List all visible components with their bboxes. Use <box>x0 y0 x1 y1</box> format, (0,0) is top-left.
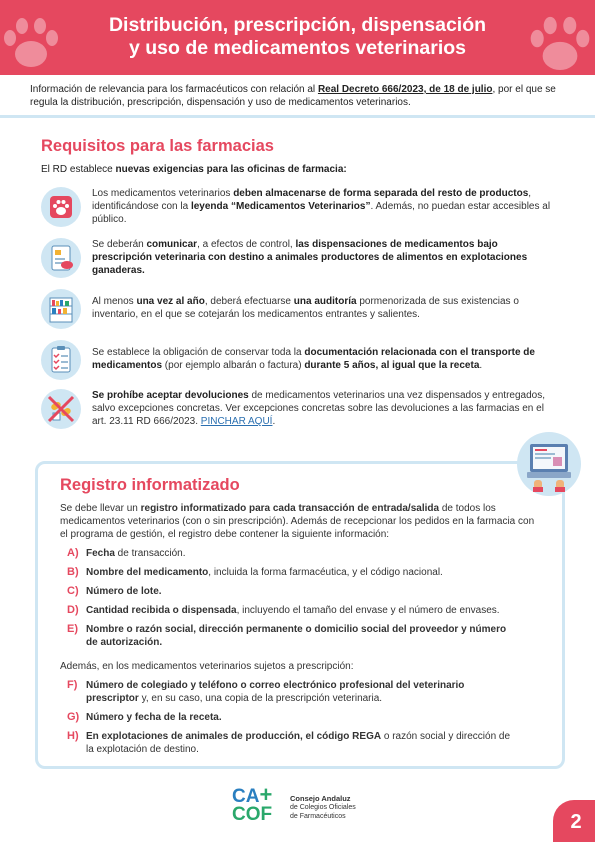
logo-cof: COF <box>232 804 273 825</box>
text-segment: . <box>479 360 483 371</box>
text-segment: , deberá efectuarse <box>204 296 294 307</box>
list-item <box>60 679 540 705</box>
registro-content <box>60 474 540 756</box>
link-suffix: . <box>272 416 276 427</box>
text-segment: y, en su caso, una copia de la prescripción veterinaria. <box>138 693 383 704</box>
bold-text: Se prohíbe aceptar devoluciones <box>92 390 249 401</box>
text-segment: pormenorizada de sus existencias o inventario, en el que se cotejarán los medicamentos entrantes y salientes. <box>92 296 519 320</box>
registro-intro-paragraph <box>60 502 540 541</box>
section-title-requisitos: Requisitos para las farmacias <box>41 137 274 155</box>
requirement-item <box>41 187 561 227</box>
logo-plus: + <box>259 782 273 807</box>
intro-post: , por el que se regula la distribución, prescripción, dispensación y uso de medicamentos veterinarios. <box>30 84 556 108</box>
list-item <box>60 585 540 598</box>
registro-list-1 <box>60 547 540 649</box>
text-segment: Se deberán <box>92 239 147 250</box>
list-item-letter: D) <box>67 604 79 616</box>
list-item-text <box>86 711 516 724</box>
org-name <box>290 794 356 821</box>
bold-text: Nombre del medicamento <box>86 567 209 578</box>
page-number: 2 <box>553 800 595 842</box>
list-item-text <box>86 604 516 617</box>
org-line-1: Consejo Andaluz <box>290 794 351 803</box>
bold-text: Cantidad recibida o dispensada <box>86 605 237 616</box>
list-item-letter: B) <box>67 566 79 578</box>
paw-icon <box>41 187 81 227</box>
registro-list-2 <box>60 679 540 756</box>
bold-text: comunicar <box>146 239 198 250</box>
list-item <box>60 711 540 724</box>
text-segment: , a efectos de control, <box>197 239 296 250</box>
list-item <box>60 547 540 560</box>
text-segment: o razón social y dirección de la explotación de destino. <box>86 731 511 755</box>
requirement-text <box>92 346 557 372</box>
lead-bold: nuevas exigencias para las oficinas de farmacia: <box>115 164 347 175</box>
text-segment: Se establece la obligación de conservar toda la <box>92 347 305 358</box>
section-title-registro: Registro informatizado <box>60 476 240 494</box>
registro-informatizado-box <box>35 461 565 769</box>
lead-pre: El RD establece <box>41 164 116 175</box>
bold-text: las dispensaciones de medicamentos bajo prescripción veterinaria con destino a animales productores de alimentos en explotaciones ganaderas. <box>92 239 528 276</box>
text-segment: , identificándose con la <box>92 188 532 212</box>
list-item-letter: F) <box>67 679 78 691</box>
requirement-item <box>41 340 561 380</box>
list-item-text <box>86 547 516 560</box>
org-line-3: de Farmacéuticos <box>290 813 346 820</box>
bold-text: durante 5 años, al igual que la receta <box>304 360 480 371</box>
text-segment: de transacción. <box>114 548 186 559</box>
page-title <box>0 14 595 60</box>
requirement-text <box>92 389 557 428</box>
list-item-letter: A) <box>67 547 79 559</box>
list-item-letter: G) <box>67 711 80 723</box>
text-segment: Al menos <box>92 296 137 307</box>
shelves-icon <box>41 289 81 329</box>
divider <box>0 115 595 118</box>
bold-text: registro informatizado para cada transacción de entrada/salida <box>140 503 440 514</box>
list-item-text <box>86 730 516 756</box>
bold-text: Número de lote. <box>86 586 162 597</box>
checklist-icon <box>41 340 81 380</box>
requirement-item <box>41 238 561 278</box>
text-segment: Se debe llevar un <box>60 503 141 514</box>
requirement-text <box>92 238 557 277</box>
intro-text <box>30 83 570 109</box>
no-returns-icon <box>41 389 81 429</box>
bold-text: leyenda “Medicamentos Veterinarios” <box>190 201 371 212</box>
requirement-text <box>92 295 557 321</box>
list-item-text <box>86 623 516 649</box>
section-lead-requisitos <box>41 164 347 175</box>
text-segment: de todos los medicamentos veterinarios (con o sin prescripción). Además de recepcionar los pedidos en la farmacia con el programa de gestión, el registro debe contener la siguiente información: <box>60 503 535 540</box>
bold-text: En explotaciones de animales de producción, el código REGA <box>86 731 382 742</box>
text-segment: . Además, no puedan estar accesibles al público. <box>92 201 551 225</box>
logo-ca: CA <box>232 786 260 807</box>
header-banner <box>0 0 595 75</box>
cacof-logo-mark <box>232 782 282 826</box>
bold-text: Fecha <box>86 548 115 559</box>
requirement-text <box>92 187 557 226</box>
list-item-letter: E) <box>67 623 78 635</box>
list-item-text <box>86 585 516 598</box>
list-item-text <box>86 679 516 705</box>
text-segment: de medicamentos veterinarios una vez dispensados y entregados, salvo excepciones concretas. Ver excepciones concretas sobre las devoluciones a las farmacias en el art. 23.11 RD 666/2023. <box>92 390 546 427</box>
text-segment: , incluyendo el tamaño del envase y el número de envases. <box>236 605 500 616</box>
bold-text: Número y fecha de la receta. <box>86 712 222 723</box>
requirement-text-body <box>92 390 545 427</box>
list-item <box>60 730 540 756</box>
list-item <box>60 566 540 579</box>
computer-icon <box>517 432 581 496</box>
list-item-letter: C) <box>67 585 79 597</box>
bold-text: Nombre o razón social, dirección permanente o domicilio social del proveedor y número de autorización. <box>86 624 507 648</box>
org-line-2: de Colegios Oficiales <box>290 804 356 811</box>
registro-prescription-paragraph: Además, en los medicamentos veterinarios sujetos a prescripción: <box>60 661 354 672</box>
text-segment: , incluida la forma farmacéutica, y el código nacional. <box>208 567 443 578</box>
text-segment: Los medicamentos veterinarios <box>92 188 234 199</box>
list-item-text <box>86 566 516 579</box>
bold-text: Número de colegiado y teléfono o correo electrónico profesional del veterinario prescriptor <box>86 680 465 704</box>
intro-pre: Información de relevancia para los farmacéuticos con relación al <box>30 84 318 95</box>
list-item <box>60 623 540 649</box>
cacof-logo <box>232 782 372 826</box>
law-reference: Real Decreto 666/2023, de 18 de julio <box>317 84 493 95</box>
report-icon <box>41 238 81 278</box>
list-item <box>60 604 540 617</box>
pinchar-aqui-link[interactable]: PINCHAR AQUÍ <box>200 416 273 427</box>
requirement-item <box>41 389 561 429</box>
bold-text: una auditoría <box>293 296 357 307</box>
bold-text: una vez al año <box>136 296 205 307</box>
text-segment: (por ejemplo albarán o factura) <box>162 360 305 371</box>
list-item-letter: H) <box>67 730 79 742</box>
bold-text: deben almacenarse de forma separada del resto de productos <box>233 188 529 199</box>
title-line-2: y uso de medicamentos veterinarios <box>128 37 467 59</box>
title-line-1: Distribución, prescripción, dispensación <box>108 14 487 36</box>
bold-text: documentación relacionada con el transporte de medicamentos <box>92 347 535 371</box>
requirement-item <box>41 289 561 329</box>
